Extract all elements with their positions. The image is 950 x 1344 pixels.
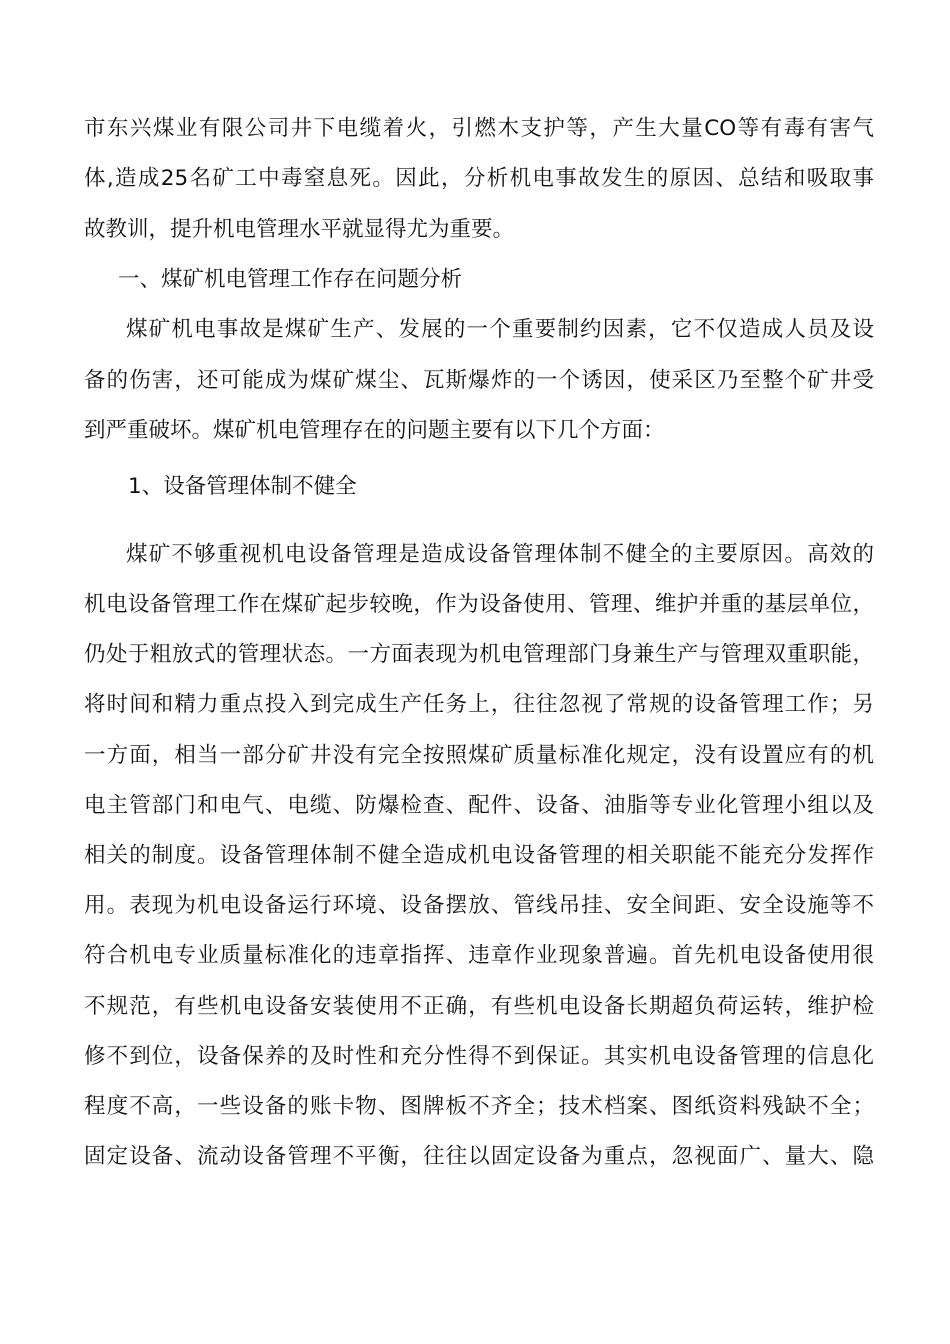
body-line-3: 仍处于粗放式的管理状态。一方面表现为机电管理部门身兼生产与管理双重职能，: [84, 642, 874, 667]
section-line-1: 煤矿机电事故是煤矿生产、发展的一个重要制约因素，它不仅造成人员及设: [126, 317, 874, 342]
body-line-12: 程度不高，一些设备的账卡物、图牌板不齐全；技术档案、图纸资料残缺不全；: [84, 1094, 874, 1119]
intro-line-1: 市东兴煤业有限公司井下电缆着火，引燃木支护等，产生大量CO等有毒有害气: [84, 116, 874, 141]
body-line-13: 固定设备、流动设备管理不平衡，往往以固定设备为重点，忽视面广、量大、隐: [84, 1144, 874, 1169]
body-line-11: 修不到位，设备保养的及时性和充分性得不到保证。其实机电设备管理的信息化: [84, 1044, 874, 1069]
body-line-8: 用。表现为机电设备运行环境、设备摆放、管线吊挂、安全间距、安全设施等不: [84, 893, 874, 918]
body-line-10: 不规范，有些机电设备安装使用不正确，有些机电设备长期超负荷运转，维护检: [84, 994, 874, 1019]
body-line-5: 一方面，相当一部分矿井没有完全按照煤矿质量标准化规定，没有设置应有的机: [84, 743, 874, 768]
body-line-1: 煤矿不够重视机电设备管理是造成设备管理体制不健全的主要原因。高效的: [126, 542, 874, 567]
intro-line-2: 体,造成25名矿工中毒窒息死。因此，分析机电事故发生的原因、总结和吸取事: [84, 166, 874, 191]
section-heading: 一、煤矿机电管理工作存在问题分析: [118, 267, 463, 292]
body-line-4: 将时间和精力重点投入到完成生产任务上，往往忽视了常规的设备管理工作；另: [84, 692, 874, 717]
body-line-9: 符合机电专业质量标准化的违章指挥、违章作业现象普遍。首先机电设备使用很: [84, 943, 874, 968]
section-line-3: 到严重破坏。煤矿机电管理存在的问题主要有以下几个方面：: [84, 418, 665, 443]
intro-line-3: 故教训，提升机电管理水平就显得尤为重要。: [84, 217, 515, 242]
section-line-2: 备的伤害，还可能成为煤矿煤尘、瓦斯爆炸的一个诱因，使采区乃至整个矿井受: [84, 368, 874, 393]
body-line-2: 机电设备管理工作在煤矿起步较晚，作为设备使用、管理、维护并重的基层单位，: [84, 592, 874, 617]
body-line-7: 相关的制度。设备管理体制不健全造成机电设备管理的相关职能不能充分发挥作: [84, 843, 874, 868]
body-line-6: 电主管部门和电气、电缆、防爆检查、配件、设备、油脂等专业化管理小组以及: [84, 793, 874, 818]
subheading: 1、设备管理体制不健全: [128, 474, 357, 499]
